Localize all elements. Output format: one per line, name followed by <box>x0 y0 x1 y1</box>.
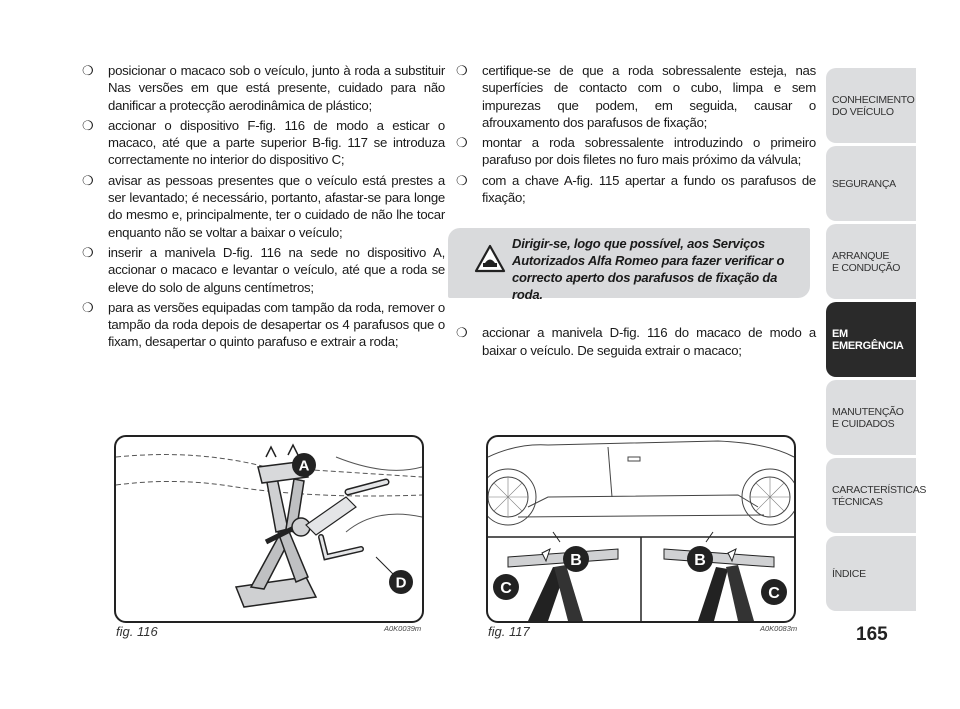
list-item: ❍ posicionar o macaco sob o veículo, junto à roda a substituir Nas versões em que está presente, cuidado para não danificar a protecção aerodinâmica de plástico; <box>82 63 445 113</box>
warning-text: Dirigir-se, logo que possível, aos Serviços Autorizados Alfa Romeo para fazer verificar o correcto aperto dos parafusos de fixação da roda. <box>512 236 785 302</box>
list-item: ❍ accionar o dispositivo F-fig. 116 de modo a esticar o macaco, até que a parte superior B-fig. 117 se introduza correctamente no interior do dispositivo C; <box>82 117 445 168</box>
tab-indice[interactable]: ÍNDICE <box>826 536 916 611</box>
label-b-right: B <box>694 552 706 569</box>
page-number: 165 <box>856 624 888 645</box>
tab-caracteristicas[interactable]: CARACTERÍSTICAS TÉCNICAS <box>826 458 916 533</box>
label-c-right: C <box>768 585 780 602</box>
bullet-icon: ❍ <box>82 117 94 133</box>
label-d: D <box>395 574 407 592</box>
car-jack-points-illustration <box>488 437 794 621</box>
bullet-icon: ❍ <box>456 172 468 188</box>
list-item: ❍ accionar a manivela D-fig. 116 do macaco de modo a baixar o veículo. De seguida extrair o macaco; <box>456 325 816 358</box>
figure-caption: fig. 116 <box>116 624 158 639</box>
list-item: ❍ para as versões equipadas com tampão da roda, remover o tampão da roda depois de desapertar os 4 parafusos que o fixam, desapertar o quinto parafuso e extrair a roda; <box>82 299 445 350</box>
bullet-icon: ❍ <box>82 63 94 78</box>
figure-caption: fig. 117 <box>488 624 530 639</box>
label-a: A <box>298 457 310 475</box>
left-column <box>82 62 445 354</box>
tab-conhecimento[interactable]: CONHECIMENTO DO VEÍCULO <box>826 68 916 143</box>
tab-em-emergencia[interactable]: EM EMERGÊNCIA <box>826 302 916 377</box>
figure-code: A0K0039m <box>384 624 422 633</box>
figure-code: A0K0083m <box>760 624 798 633</box>
figure-117 <box>486 435 796 623</box>
list-item: ❍ avisar as pessoas presentes que o veículo está prestes a ser levantado; é necessário, portanto, afastar-se para longe do mesmo e, principalmente, ter o cuidado de não lhe tocar enquanto não se voltar a baixar o veículo; <box>82 172 445 240</box>
figure-116 <box>114 435 424 623</box>
bullet-icon: ❍ <box>82 299 94 315</box>
tab-arranque[interactable]: ARRANQUE E CONDUÇÃO <box>826 224 916 299</box>
label-b-left: B <box>570 552 582 569</box>
chapter-tabs <box>826 68 927 614</box>
list-item: ❍ com a chave A-fig. 115 apertar a fundo os parafusos de fixação; <box>456 172 816 206</box>
bullet-icon: ❍ <box>456 325 468 341</box>
list-item: ❍ montar a roda sobressalente introduzindo o primeiro parafuso por dois filetes no furo mais próximo da válvula; <box>456 135 816 168</box>
tab-seguranca[interactable]: SEGURANÇA <box>826 146 916 221</box>
list-item: ❍ certifique-se de que a roda sobressalente esteja, nas superfícies de contacto com o cubo, limpa e sem impurezas que podem, em seguida, causar o afrouxamento dos parafusos de fixação; <box>456 63 816 130</box>
warning-triangle-icon <box>474 244 506 274</box>
label-c-left: C <box>500 580 512 597</box>
bullet-icon: ❍ <box>82 244 94 260</box>
right-column <box>456 62 816 362</box>
bullet-icon: ❍ <box>82 172 94 188</box>
warning-box <box>448 228 810 302</box>
jack-illustration <box>116 437 422 621</box>
list-item: ❍ inserir a manivela D-fig. 116 na sede no dispositivo A, accionar o macaco e levantar o veículo, até que a roda se eleve do solo de alguns centímetros; <box>82 244 445 295</box>
bullet-icon: ❍ <box>456 135 468 151</box>
bullet-icon: ❍ <box>456 63 468 78</box>
tab-manutencao[interactable]: MANUTENÇÃO E CUIDADOS <box>826 380 916 455</box>
